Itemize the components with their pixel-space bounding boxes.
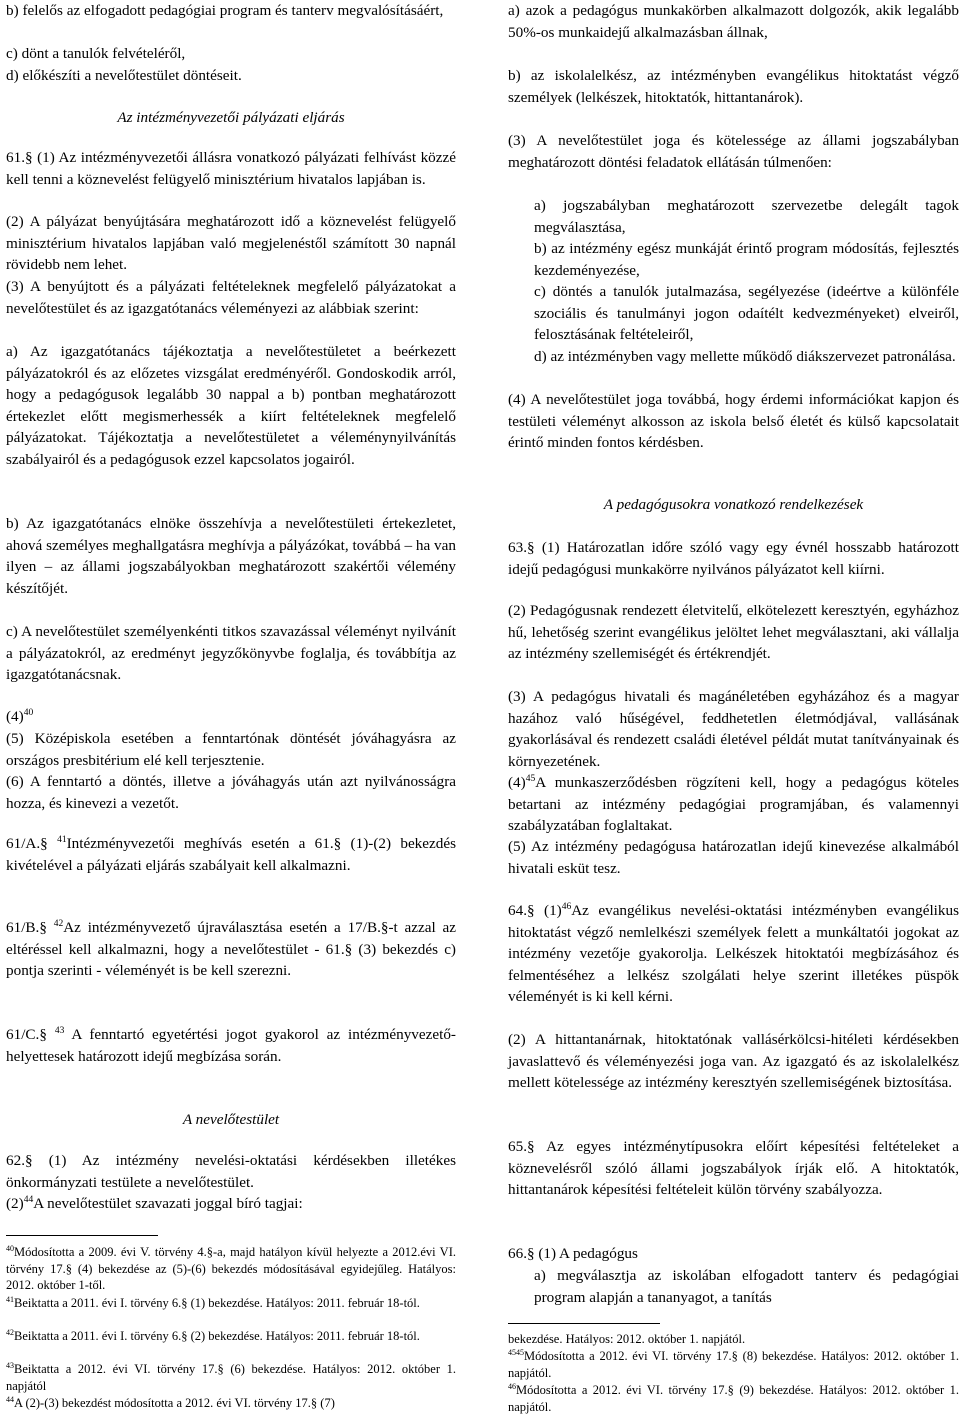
- section-number: 61/B.§: [6, 919, 54, 936]
- paragraph-61c: [6, 1024, 456, 1067]
- footnote-40: [6, 1244, 456, 1294]
- paragraph-63-3: (3) A pedagógus hivatali és magánéletében egyházához és a magyar hazához való hűségével, feddhetetlen életmódjával, vallásának gyakorlásával és rendezett családi életével példát mutat tanítványainak és környezetének.: [508, 688, 959, 770]
- footnote-ref-40[interactable]: 40: [23, 707, 34, 718]
- footnote-41: [6, 1295, 456, 1312]
- paragraph-64-2: (2) A hittantanárnak, hitoktatónak vallásérkölcsi-hitéleti kérdésekben javaslattevő és véleményezési joga van. Az igazgató és az iskolalelkész mellett kötelessége az intézmény keresztyén szellemiségének biztosítása.: [508, 1031, 959, 1092]
- footnote-number: 40: [6, 1243, 14, 1253]
- section-number: 61/A.§: [6, 835, 58, 852]
- paragraph-63-5: (5) Az intézmény pedagógusa határozatlan idejű kinevezése alkalmából hivatali esküt tesz.: [508, 838, 959, 877]
- paragraph-text: A fenntartó egyetértési jogot gyakorol az intézményvezető-helyettesek határozott idejű megbízása során.: [6, 1026, 456, 1065]
- footnote-number: 43: [6, 1360, 14, 1370]
- paragraph-label: (4): [6, 708, 24, 725]
- footnote-43: [6, 1361, 456, 1394]
- paragraph-66-1-a: a) megválasztja az iskolában elfogadott tanterv és pedagógiai program alapján a tananyagot, a tanítás: [534, 1267, 959, 1306]
- footnote-number: 41: [6, 1294, 14, 1304]
- paragraph-62-2-a: a) azok a pedagógus munkakörben alkalmazott dolgozók, akik legalább 50%-os munkaidejű alkalmazásban állnak,: [508, 2, 959, 41]
- paragraph-text: Intézményvezetői meghívás esetén a 61.§ (1)-(2) bekezdés kivételével a pályázati eljárás szabályait kell alkalmazni.: [6, 835, 456, 874]
- paragraph-61-3-b: b) Az igazgatótanács elnöke összehívja a nevelőtestületi értekezletet, ahová személyes meghallgatásra meghívja a pályázókat, továbbá – ha van ilyen – az állami jogszabályokban meghatározott szakértői vélemény készítőjét.: [6, 515, 456, 597]
- paragraph-61-2: (2) A pályázat benyújtására meghatározott idő a köznevelést felügyelő minisztérium hivatalos lapjában való megjelenéstől számított 30 napnál rövidebb nem lehet.: [6, 213, 456, 274]
- footnote-ref-46[interactable]: 46: [561, 901, 572, 912]
- footnote-number: 44: [6, 1394, 14, 1404]
- footnote-text: Beiktatta a 2011. évi I. törvény 6.§ (1) bekezdése. Hatályos: 2011. február 18-tól.: [14, 1296, 420, 1310]
- paragraph-61b: [6, 917, 456, 982]
- paragraph-66-1: 66.§ (1) A pedagógus: [508, 1245, 638, 1262]
- footnote-text: Módosította a 2009. évi V. törvény 4.§-a, majd hatályon kívül helyezte a 2012.évi VI. törvény 17.§ (4) bekezdése az (5)-(6) bekezdés módosításával egyidejűleg. Hatályos: 2012. október 1-től.: [6, 1245, 456, 1293]
- footnote-separator: [6, 1235, 158, 1236]
- footnote-ref-44[interactable]: 44: [23, 1194, 34, 1205]
- paragraph-63-1: 63.§ (1) Határozatlan időre szóló vagy egy évnél hosszabb határozott idejű pedagógusi munkakörre nyilvános pályázatot kell kiírni.: [508, 539, 959, 578]
- paragraph-61-3-a: a) Az igazgatótanács tájékoztatja a nevelőtestületet a beérkezett pályázatokról és az előzetes vizsgálat eredményéről. Gondoskodik arról, hogy a pedagógusok legalább 30 nappal a b) pontban meghatározott értekezlet előtt megismerhessék a kiírt feltételeknek megfelelő pályázatokat. Tájékoztatja a nevelőtestületet a véleménynyilvánítás szabályairól és a pedagógusok ezzel kapcsolatos jogairól.: [6, 343, 456, 468]
- paragraph-text: A munkaszerződésben rögzíteni kell, hogy a pedagógus köteles betartani az intézmény pedagógiai programjában, és valamennyi szabályzatában foglaltakat.: [508, 774, 959, 835]
- footnote-ref-41[interactable]: 41: [57, 834, 67, 845]
- footnote-text: A (2)-(3) bekezdést módosította a 2012. évi VI. törvény 17.§ (7): [14, 1396, 335, 1410]
- paragraph-label: (4): [508, 774, 526, 791]
- section-number: 61/C.§: [6, 1026, 55, 1043]
- paragraph-61a: [6, 833, 456, 876]
- footnote-ref-43[interactable]: 43: [54, 1025, 65, 1036]
- paragraph-62-2: [6, 1193, 456, 1215]
- section-heading-principal-application: Az intézményvezetői pályázati eljárás: [117, 109, 345, 126]
- footnote-ref-45[interactable]: 45: [525, 773, 536, 784]
- paragraph-61-4: [6, 706, 456, 728]
- section-heading-teacher-provisions: A pedagógusokra vonatkozó rendelkezések: [603, 496, 864, 513]
- footnote-44-continued: bekezdése. Hatályos: 2012. október 1. napjától.: [508, 1332, 746, 1346]
- paragraph-61-1: 61.§ (1) Az intézményvezetői állásra vonatkozó pályázati felhívást közzé kell tenni a köznevelést felügyelő minisztérium hivatalos lapjában is.: [6, 149, 456, 188]
- paragraph-62-3-d: d) az intézményben vagy mellette működő diákszervezet patronálása.: [534, 348, 956, 365]
- paragraph-61-3-c: c) A nevelőtestület személyenkénti titkos szavazással véleményt nyilvánít a pályázatokról, az eredményt jegyzőkönyvbe foglalja, és továbbítja az igazgatótanácsnak.: [6, 623, 456, 684]
- paragraph-c-admission: c) dönt a tanulók felvételéről,: [6, 45, 186, 62]
- paragraph-label: (2): [6, 1195, 24, 1212]
- paragraph-label: 64.§ (1): [508, 902, 562, 919]
- footnote-44: [6, 1395, 456, 1412]
- paragraph-b-responsible: b) felelős az elfogadott pedagógiai program és tanterv megvalósításáért,: [6, 2, 444, 19]
- paragraph-63-2: (2) Pedagógusnak rendezett életvitelű, elkötelezett keresztyén, egyházhoz hű, lehetőség szerint evangélikus jelöltet lehet megválasztani, aki vállalja az intézmény szellemiségét és értékrendjét.: [508, 602, 959, 663]
- paragraph-62-1: 62.§ (1) Az intézmény nevelési-oktatási kérdésekben illetékes önkormányzati testülete a nevelőtestület.: [6, 1152, 456, 1191]
- paragraph-61-6: (6) A fenntartó a döntés, illetve a jóváhagyás után azt nyilvánosságra hozza, és kinevezi a vezetőt.: [6, 773, 456, 812]
- paragraph-64-1: [508, 900, 959, 1008]
- footnote-text: Beiktatta a 2012. évi VI. törvény 17.§ (6) bekezdése. Hatályos: 2012. október 1. napjától: [6, 1362, 456, 1393]
- footnote-46: [508, 1382, 959, 1415]
- footnote-number: 42: [6, 1327, 14, 1337]
- footnote-45: [508, 1348, 959, 1381]
- footnote-text: Beiktatta a 2011. évi I. törvény 6.§ (2) bekezdése. Hatályos: 2011. február 18-tól.: [14, 1329, 420, 1343]
- footnote-separator: [508, 1323, 660, 1324]
- paragraph-62-4: (4) A nevelőtestület joga továbbá, hogy érdemi információkat kapjon és testületi véleményt alkosson az iskola belső életét és külső kapcsolatait érintő minden fontos kérdésben.: [508, 391, 959, 452]
- paragraph-62-3: (3) A nevelőtestület joga és kötelessége az állami jogszabályban meghatározott döntési feladatok ellátásán túlmenően:: [508, 132, 959, 171]
- paragraph-62-3-a: a) jogszabályban meghatározott szervezetbe delegált tagok megválasztása,: [534, 197, 959, 236]
- footnote-ref-42[interactable]: 42: [53, 918, 64, 929]
- paragraph-text: A nevelőtestület szavazati joggal bíró tagjai:: [33, 1195, 303, 1212]
- footnote-number: 4545: [508, 1347, 524, 1357]
- footnote-42: [6, 1328, 456, 1345]
- paragraph-62-3-c: c) döntés a tanulók jutalmazása, segélyezése (ideértve a különféle szociális és tanulmányi jogon odaítélt kedvezményeket) elveiről, felosztásának feltételeiről,: [534, 283, 959, 344]
- footnote-text: Módosította a 2012. évi VI. törvény 17.§ (9) bekezdése. Hatályos: 2012. október 1. napjától.: [508, 1383, 959, 1414]
- footnote-number: 46: [508, 1381, 516, 1391]
- section-heading-teaching-staff: A nevelőtestület: [182, 1111, 280, 1128]
- paragraph-65: 65.§ Az egyes intézménytípusokra előírt képesítési feltételeket a köznevelésről szóló állami jogszabályok írják elő. A hitoktatók, hittantanárok képesítési feltételeit külön törvény szabályozza.: [508, 1138, 959, 1199]
- paragraph-text: Az intézményvezető újraválasztása esetén a 17/B.§-t azzal az eltéréssel kell alkalmazni, hogy a nevelőtestület - 61.§ (3) bekezdés c) pontja szerinti - véleményét is be kell szerezni.: [6, 919, 456, 980]
- paragraph-text: Az evangélikus nevelési-oktatási intézményben evangélikus hitoktatást végző nemlelkészi személyek felett a munkáltatói jogokat az intézmény vezetője gyakorolja. Lelkészek hitoktatói megbízásához és felmentéséhez a lelkész szolgálati helye szerint illetékes püspök véleményét is ki kell kérni.: [508, 902, 959, 1006]
- paragraph-63-4: [508, 772, 959, 837]
- paragraph-d-prepare: d) előkészíti a nevelőtestület döntéseit.: [6, 67, 242, 84]
- paragraph-61-5: (5) Középiskola esetében a fenntartónak döntését jóváhagyásra az országos presbitérium elé kell terjesztenie.: [6, 730, 456, 769]
- footnote-text: Módosította a 2012. évi VI. törvény 17.§ (8) bekezdése. Hatályos: 2012. október 1. napjától.: [508, 1349, 959, 1380]
- paragraph-62-3-b: b) az intézmény egész munkáját érintő program módosítás, fejlesztés kezdeményezése,: [534, 240, 959, 279]
- paragraph-61-3: (3) A benyújtott és a pályázati feltételeknek megfelelő pályázatokat a nevelőtestület és az igazgatótanács véleményezi az alábbiak szerint:: [6, 278, 456, 317]
- paragraph-62-2-b: b) az iskolalelkész, az intézményben evangélikus hitoktatást végző személyek (lelkészek, hitoktatók, hittantanárok).: [508, 67, 959, 106]
